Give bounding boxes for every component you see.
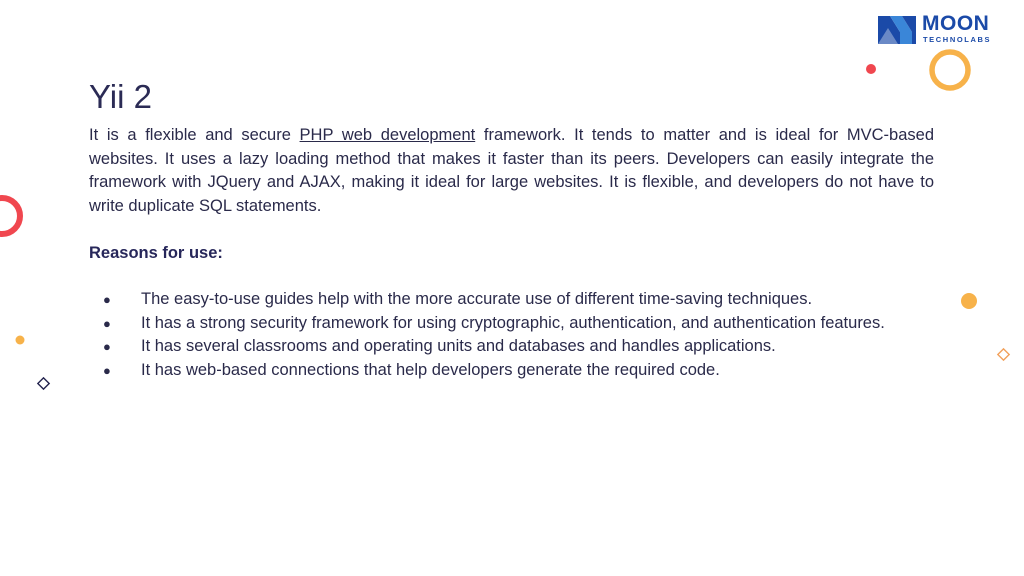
list-item	[0, 335, 936, 359]
list-item-text: It has several classrooms and operating units and databases and handles applications.	[141, 337, 776, 356]
orange-ring-decoration	[926, 46, 974, 94]
intro-paragraph	[89, 124, 934, 218]
logo-name: MOON	[922, 12, 990, 35]
reasons-list	[0, 288, 1024, 382]
list-item	[0, 359, 936, 383]
intro-text-after-link: framework. It tends to matter and is ideal for MVC-based websites. It uses a lazy loading method that makes it faster than its peers. Developers can easily integrate the framework with JQuery and AJAX, making it ideal for large websites. It is flexible, and developers do not have to write duplicate SQL statements.	[89, 126, 934, 215]
bullet-icon: ●	[103, 292, 111, 307]
moon-technolabs-logo-icon	[878, 14, 918, 46]
reasons-heading: Reasons for use:	[89, 244, 223, 262]
intro-text-before-link: It is a flexible and secure	[89, 126, 300, 144]
slide-title: Yii 2	[89, 78, 152, 115]
bullet-icon: ●	[103, 339, 111, 355]
company-logo	[878, 14, 1002, 46]
list-item	[0, 288, 936, 312]
list-item	[0, 312, 936, 336]
bullet-icon: ●	[103, 315, 111, 331]
php-web-development-link[interactable]: PHP web development	[299, 126, 476, 144]
bullet-icon: ●	[103, 362, 111, 378]
list-item-text: The easy-to-use guides help with the more accurate use of different time-saving techniques.	[141, 290, 813, 308]
logo-subtitle: TECHNOLABS	[923, 35, 992, 44]
red-half-ring-decoration	[0, 192, 30, 242]
list-item-text: It has a strong security framework for using cryptographic, authentication, and authentication features.	[141, 313, 885, 332]
list-item-text: It has web-based connections that help developers generate the required code.	[141, 360, 720, 379]
red-dot-decoration	[862, 60, 880, 78]
